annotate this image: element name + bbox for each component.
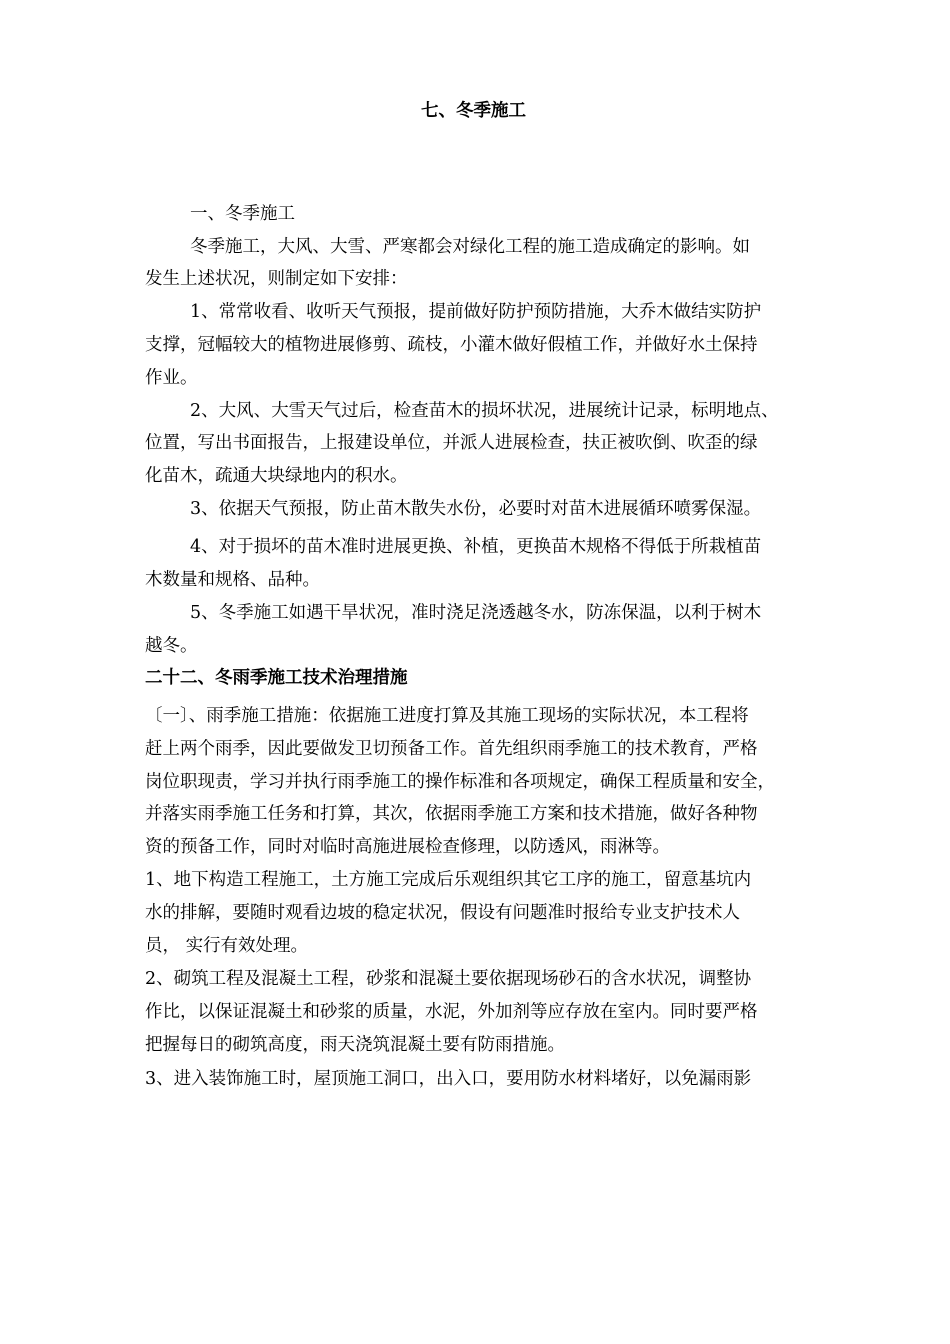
section-heading-winter: 一、冬季施工 — [190, 204, 295, 224]
list-item-line: 1、地下构造工程施工，土方施工完成后乐观组织其它工序的施工，留意基坑内 — [145, 870, 752, 890]
section-heading-rainy: 二十二、冬雨季施工技术治理措施 — [145, 668, 408, 688]
list-item-line: 木数量和规格、品种。 — [145, 570, 320, 590]
list-item-line: 2、砌筑工程及混凝土工程，砂浆和混凝土要依据现场砂石的含水状况，调整协 — [145, 969, 752, 989]
list-item-line: 3、进入装饰施工时，屋顶施工洞口，出入口，要用防水材料堵好，以免漏雨影 — [145, 1069, 752, 1089]
paragraph-line: 冬季施工，大风、大雪、严寒都会对绿化工程的施工造成确定的影响。如 — [190, 237, 750, 257]
list-item-line: 水的排解，要随时观看边坡的稳定状况，假设有问题准时报给专业支护技术人 — [145, 903, 740, 923]
paragraph-line: 并落实雨季施工任务和打算，其次，依据雨季施工方案和技术措施，做好各种物 — [145, 804, 758, 824]
list-item-line: 把握每日的砌筑高度，雨天浇筑混凝土要有防雨措施。 — [145, 1035, 565, 1055]
list-item-line: 化苗木，疏通大块绿地内的积水。 — [145, 466, 408, 486]
paragraph-line: 岗位职现责，学习并执行雨季施工的操作标准和各项规定，确保工程质量和安全， — [145, 772, 775, 792]
list-item-line: 4、对于损坏的苗木准时进展更换、补植，更换苗木规格不得低于所栽植苗 — [190, 537, 762, 557]
list-item-line: 位置，写出书面报告，上报建设单位，并派人进展检查，扶正被吹倒、吹歪的绿 — [145, 433, 758, 453]
list-item-line: 2、大风、大雪天气过后，检查苗木的损坏状况，进展统计记录，标明地点、 — [190, 401, 779, 421]
paragraph-line: 〔一〕、雨季施工措施：依据施工进度打算及其施工现场的实际状况，本工程将 — [145, 706, 749, 726]
list-item-line: 作业。 — [145, 368, 198, 388]
list-item-line: 员， 实行有效处理。 — [145, 936, 309, 956]
list-item-line: 支撑，冠幅较大的植物进展修剪、疏枝，小灌木做好假植工作，并做好水土保持 — [145, 335, 758, 355]
paragraph-line: 发生上述状况，则制定如下安排： — [145, 269, 408, 289]
paragraph-line: 赶上两个雨季，因此要做发卫切预备工作。首先组织雨季施工的技术教育，严格 — [145, 739, 758, 759]
page-title: 七、冬季施工 — [421, 101, 526, 121]
list-item-line: 5、冬季施工如遇干旱状况，准时浇足浇透越冬水，防冻保温，以利于树木 — [190, 603, 762, 623]
list-item-line: 3、依据天气预报，防止苗木散失水份，必要时对苗木进展循环喷雾保湿。 — [190, 499, 762, 519]
list-item-line: 1、常常收看、收听天气预报，提前做好防护预防措施，大乔木做结实防护 — [190, 302, 762, 322]
list-item-line: 作比，以保证混凝土和砂浆的质量，水泥，外加剂等应存放在室内。同时要严格 — [145, 1002, 758, 1022]
list-item-line: 越冬。 — [145, 636, 198, 656]
paragraph-line: 资的预备工作，同时对临时高施进展检查修理，以防透风，雨淋等。 — [145, 837, 670, 857]
